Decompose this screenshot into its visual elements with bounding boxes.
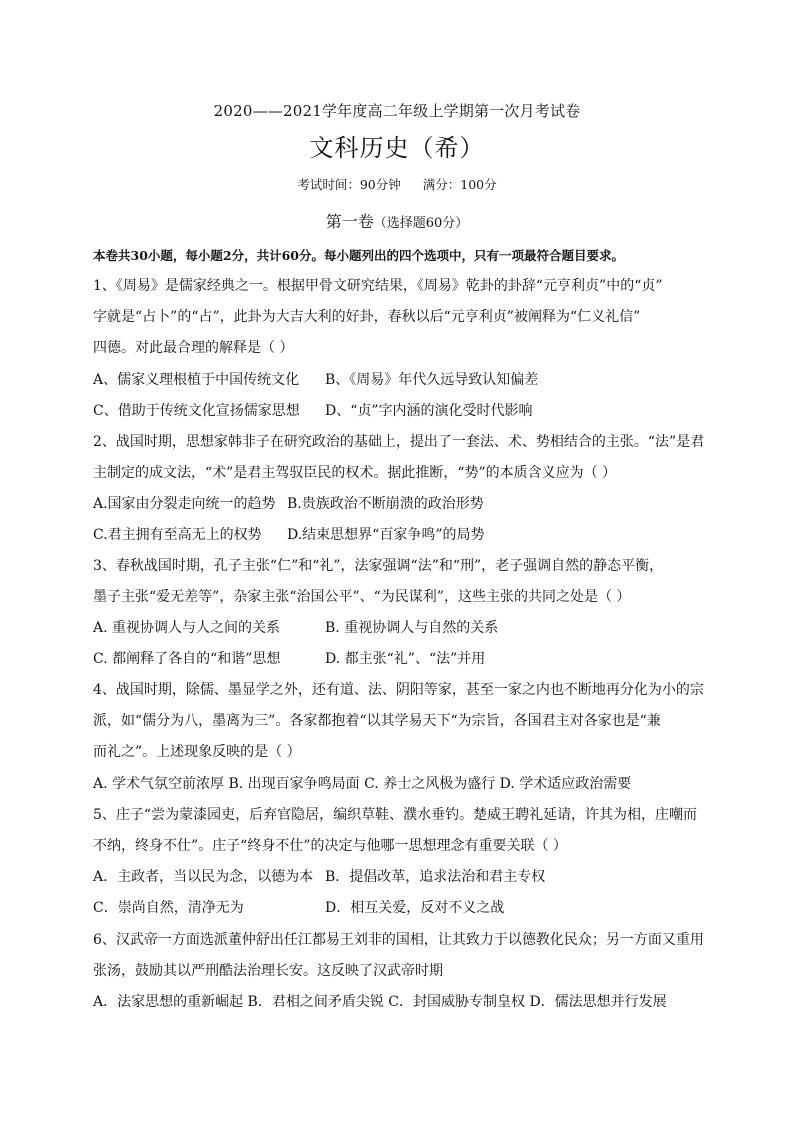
question-2-line-2: 主制定的成文法，“术”是君主驾驭臣民的权术。据此推断，“势”的本质含义应为（ ） [93, 465, 617, 481]
question-3-line-1: 3、春秋战国时期，孔子主张“仁”和“礼”，法家强调“法”和“刑”，老子强调自然的静态平衡， [93, 558, 664, 574]
option-d: D. 都主张“礼”、“法”并用 [325, 651, 486, 667]
instructions: 本卷共30小题，每小题2分，共计60分。每小题列出的四个选项中，只有一项最符合题目要求。 [93, 248, 624, 263]
option-d: D．相互关爱，反对不义之战 [325, 900, 505, 916]
section-heading [0, 209, 794, 232]
exam-score: 满分：100分 [422, 177, 497, 192]
question-3-options-row-1 [93, 618, 713, 638]
section-note: （选择题60分） [373, 216, 469, 231]
option-c: C.君主拥有至高无上的权势 [93, 527, 262, 543]
question-1-line-1: 1、《周易》是儒家经典之一。根据甲骨文研究结果，《周易》乾卦的卦辞“元亨利贞”中的“贞” [93, 278, 663, 294]
question-3-options-row-2 [93, 649, 713, 669]
question-5-options-row-1 [93, 867, 713, 887]
option-c: C、借助于传统文化宣扬儒家思想 [93, 403, 300, 419]
option-c: C. 都阐释了各自的“和谐”思想 [93, 651, 281, 667]
option-b: B、《周易》年代久远导致认知偏差 [325, 372, 539, 388]
option-d: D.结束思想界“百家争鸣”的局势 [287, 527, 485, 543]
option-b: B.贵族政治不断崩溃的政治形势 [287, 496, 484, 512]
question-2-options-row-1 [93, 494, 713, 514]
question-4-line-1: 4、战国时期，除儒、墨显学之外，还有道、法、阴阳等家，甚至一家之内也不断地再分化为小的宗 [93, 682, 704, 698]
question-2-line-1: 2、战国时期，思想家韩非子在研究政治的基础上，提出了一套法、术、势相结合的主张。“法”是君 [93, 434, 705, 450]
option-b: B．提倡改革，追求法治和君主专权 [325, 869, 546, 885]
exam-meta [0, 175, 794, 193]
exam-time: 考试时间：90分钟 [297, 177, 401, 192]
question-3-line-2: 墨子主张“爱无差等”，杂家主张“治国公平”、“为民谋利”，这些主张的共同之处是（ ） [93, 589, 631, 605]
subject-title: 文科历史（希） [309, 134, 485, 162]
option-a: A．主政者，当以民为念，以德为本 [93, 869, 314, 885]
question-2-options-row-2 [93, 525, 713, 545]
option-a: A.国家由分裂走向统一的趋势 [93, 496, 276, 512]
option-a: A. 重视协调人与人之间的关系 [93, 620, 281, 636]
question-6-options: A．法家思想的重新崛起 B．君相之间矛盾尖锐 C．封国威胁专制皇权 D．儒法思想并行发展 [93, 994, 667, 1010]
question-1-options-row-2 [93, 401, 713, 421]
question-1-line-2: 字就是“占卜”的“占”，此卦为大吉大利的好卦，春秋以后“元亨利贞”被阐释为“仁义礼信” [93, 309, 641, 325]
question-6-line-2: 张汤，鼓励其以严刑酷法治理长安。这反映了汉武帝时期 [93, 963, 443, 979]
question-4-line-3: 而礼之”。上述现象反映的是（ ） [93, 744, 301, 760]
option-d: D、“贞”字内涵的演化受时代影响 [325, 403, 533, 419]
option-a: A、儒家义理根植于中国传统文化 [93, 372, 300, 388]
section-title: 第一卷 [325, 212, 374, 231]
question-4-line-2: 派，如“儒分为八，墨离为三”。各家都抱着“以其学易天下“为宗旨，各国君主对各家也是“兼 [93, 713, 661, 729]
question-5-line-2: 不纳，终身不仕”。庄子“终身不仕”的决定与他哪一思想理念有重要关联（ ） [93, 838, 567, 854]
question-4-options: A. 学术气氛空前浓厚 B. 出现百家争鸣局面 C. 养士之风极为盛行 D. 学术适应政治需要 [93, 776, 632, 792]
option-b: B. 重视协调人与自然的关系 [325, 620, 499, 636]
option-c: C．崇尚自然，清净无为 [93, 900, 244, 916]
question-5-line-1: 5、庄子“尝为蒙漆园吏，后弃官隐居，编织草鞋、濮水垂钓。楚威王聘礼延请，许其为相，庄嘲而 [93, 807, 698, 823]
question-1-options-row-1 [93, 370, 713, 390]
question-1-line-3: 四德。对此最合理的解释是（ ） [93, 340, 294, 356]
exam-title: 2020——2021学年度高二年级上学期第一次月考试卷 [213, 102, 581, 120]
question-5-options-row-2 [93, 898, 713, 918]
question-6-line-1: 6、汉武帝一方面选派董仲舒出任江都易王刘非的国相，让其致力于以德教化民众；另一方面又重用 [93, 932, 704, 948]
